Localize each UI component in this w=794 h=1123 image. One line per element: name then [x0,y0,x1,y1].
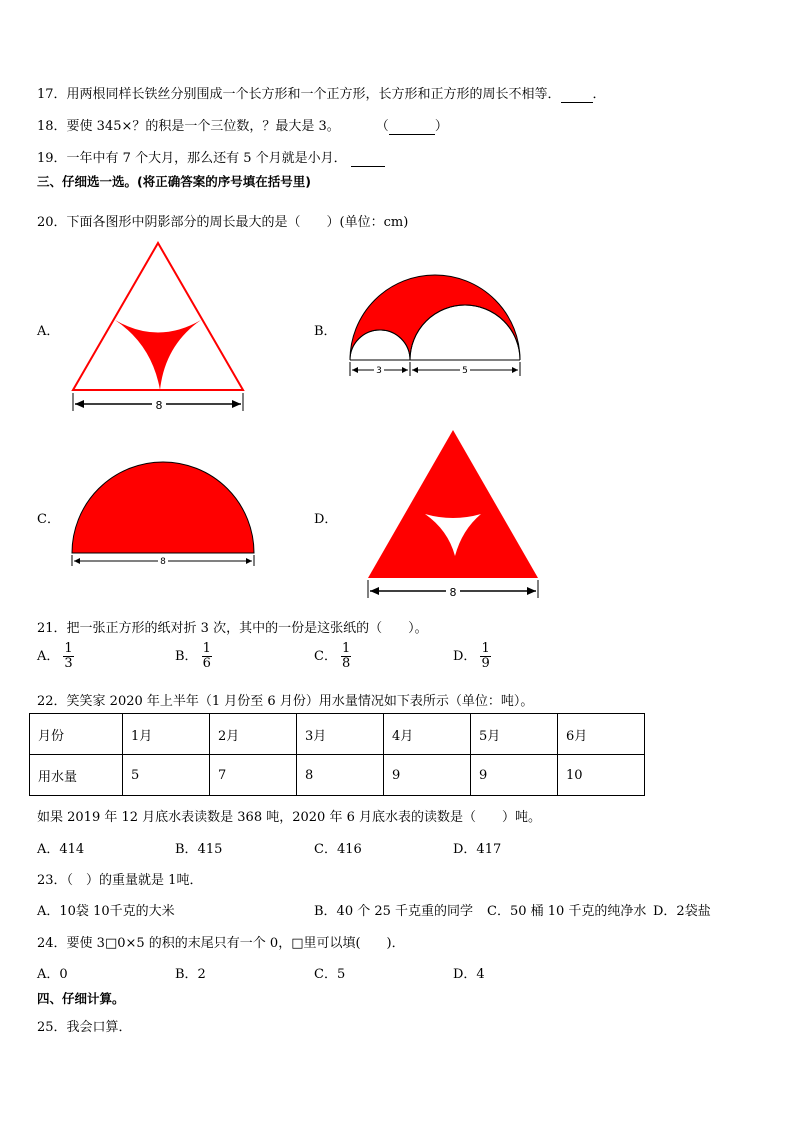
water-usage-table [29,713,645,796]
numerator: 1 [64,641,73,656]
fraction [63,642,73,671]
table-header-row [30,714,645,755]
table-cell: 2月 [210,714,297,755]
table-cell: 月份 [30,714,123,755]
question-19-text: 19．一年中有 7 个大月，那么还有 5 个月就是小月． [37,151,347,166]
question-17-text: 17．用两根同样长铁丝分别围成一个长方形和一个正方形，长方形和正方形的周长不相等． [37,87,561,102]
numerator: 1 [341,641,351,656]
fraction [480,642,490,671]
section-4-title: 四、仔细计算。 [37,991,125,1006]
denominator: 8 [341,656,351,671]
option-a-label: A． [37,324,60,339]
figure-c-shaded [72,462,254,553]
figure-b-dim-left: 3 [376,366,382,376]
table-cell: 8 [297,755,384,796]
question-22-text: 22．笑笑家 2020 年上半年（1 月份至 6 月份）用水量情况如下表所示（单位：吨）。 [37,694,534,709]
q22-option-c[interactable]: C．416 [314,842,362,857]
figure-a-dim: 8 [155,399,163,412]
q21-option-a[interactable] [37,642,74,671]
question-18-text: 18．要使 345×？的积是一个三位数，？最大是 3。 [37,119,340,134]
fraction [202,642,212,671]
figure-b-dim-right: 5 [462,366,468,376]
table-cell: 1月 [123,714,210,755]
table-cell: 4月 [384,714,471,755]
question-25-text: 25．我会口算． [37,1020,132,1035]
denominator: 3 [64,656,73,671]
q22-option-d[interactable]: D．417 [453,842,502,857]
q21-option-b[interactable] [175,642,212,671]
figure-c-dim: 8 [160,557,166,567]
question-20-text: 20．下面各图形中阴影部分的周长最大的是（ ）(单位：cm) [37,215,409,230]
q21-option-c[interactable] [314,642,351,671]
question-17-end: ． [592,87,606,102]
table-cell: 5 [123,755,210,796]
question-22-followup: 如果 2019 年 12 月底水表读数是 368 吨，2020 年 6 月底水表的读数是（ ）吨。 [37,810,541,825]
table-cell: 9 [384,755,471,796]
denominator: 6 [202,656,211,671]
option-d-label: D． [314,512,338,527]
figure-a-shaded [115,320,201,390]
table-row [30,755,645,796]
numerator: 1 [202,641,211,656]
q23-option-a[interactable]: A．10袋 10千克的大米 [37,904,175,919]
option-letter: C． [314,649,337,664]
q22-option-a[interactable]: A．414 [37,842,85,857]
figure-d-shaded [368,430,538,578]
q24-option-a[interactable]: A．0 [37,967,68,982]
q23-option-b[interactable]: B．40 个 25 千克重的同学 [314,904,474,919]
q22-option-b[interactable]: B．415 [175,842,223,857]
q23-option-c[interactable]: C．50 桶 10 千克的纯净水 [487,904,647,919]
q23-option-d[interactable]: D．2袋盐 [653,904,711,919]
question-21-text: 21．把一张正方形的纸对折 3 次，其中的一份是这张纸的（ ）。 [37,621,428,636]
figure-d-dim: 8 [449,586,457,599]
table-cell: 3月 [297,714,384,755]
table-cell: 9 [471,755,558,796]
numerator: 1 [481,641,490,656]
option-letter: A． [37,649,60,664]
q24-option-c[interactable]: C．5 [314,967,346,982]
option-letter: D． [453,649,477,664]
figure-b-shaded [350,275,520,360]
paren-close: ） [434,119,448,134]
denominator: 9 [481,656,490,671]
paren-open: （ [375,119,389,134]
table-cell: 10 [558,755,645,796]
option-letter: B． [175,649,198,664]
q24-option-b[interactable]: B．2 [175,967,206,982]
question-24-text: 24．要使 3□0×5 的积的末尾只有一个 0，□里可以填( )． [37,936,405,951]
table-cell: 用水量 [30,755,123,796]
section-3-title: 三、仔细选一选。(将正确答案的序号填在括号里) [37,174,311,189]
option-b-label: B． [314,324,337,339]
table-cell: 7 [210,755,297,796]
fraction [341,642,351,671]
question-23-text: 23．（ ）的重量就是 1吨． [37,873,203,888]
table-cell: 6月 [558,714,645,755]
table-cell: 5月 [471,714,558,755]
q24-option-d[interactable]: D．4 [453,967,485,982]
option-c-label: C． [37,512,60,527]
q21-option-d[interactable] [453,642,491,671]
